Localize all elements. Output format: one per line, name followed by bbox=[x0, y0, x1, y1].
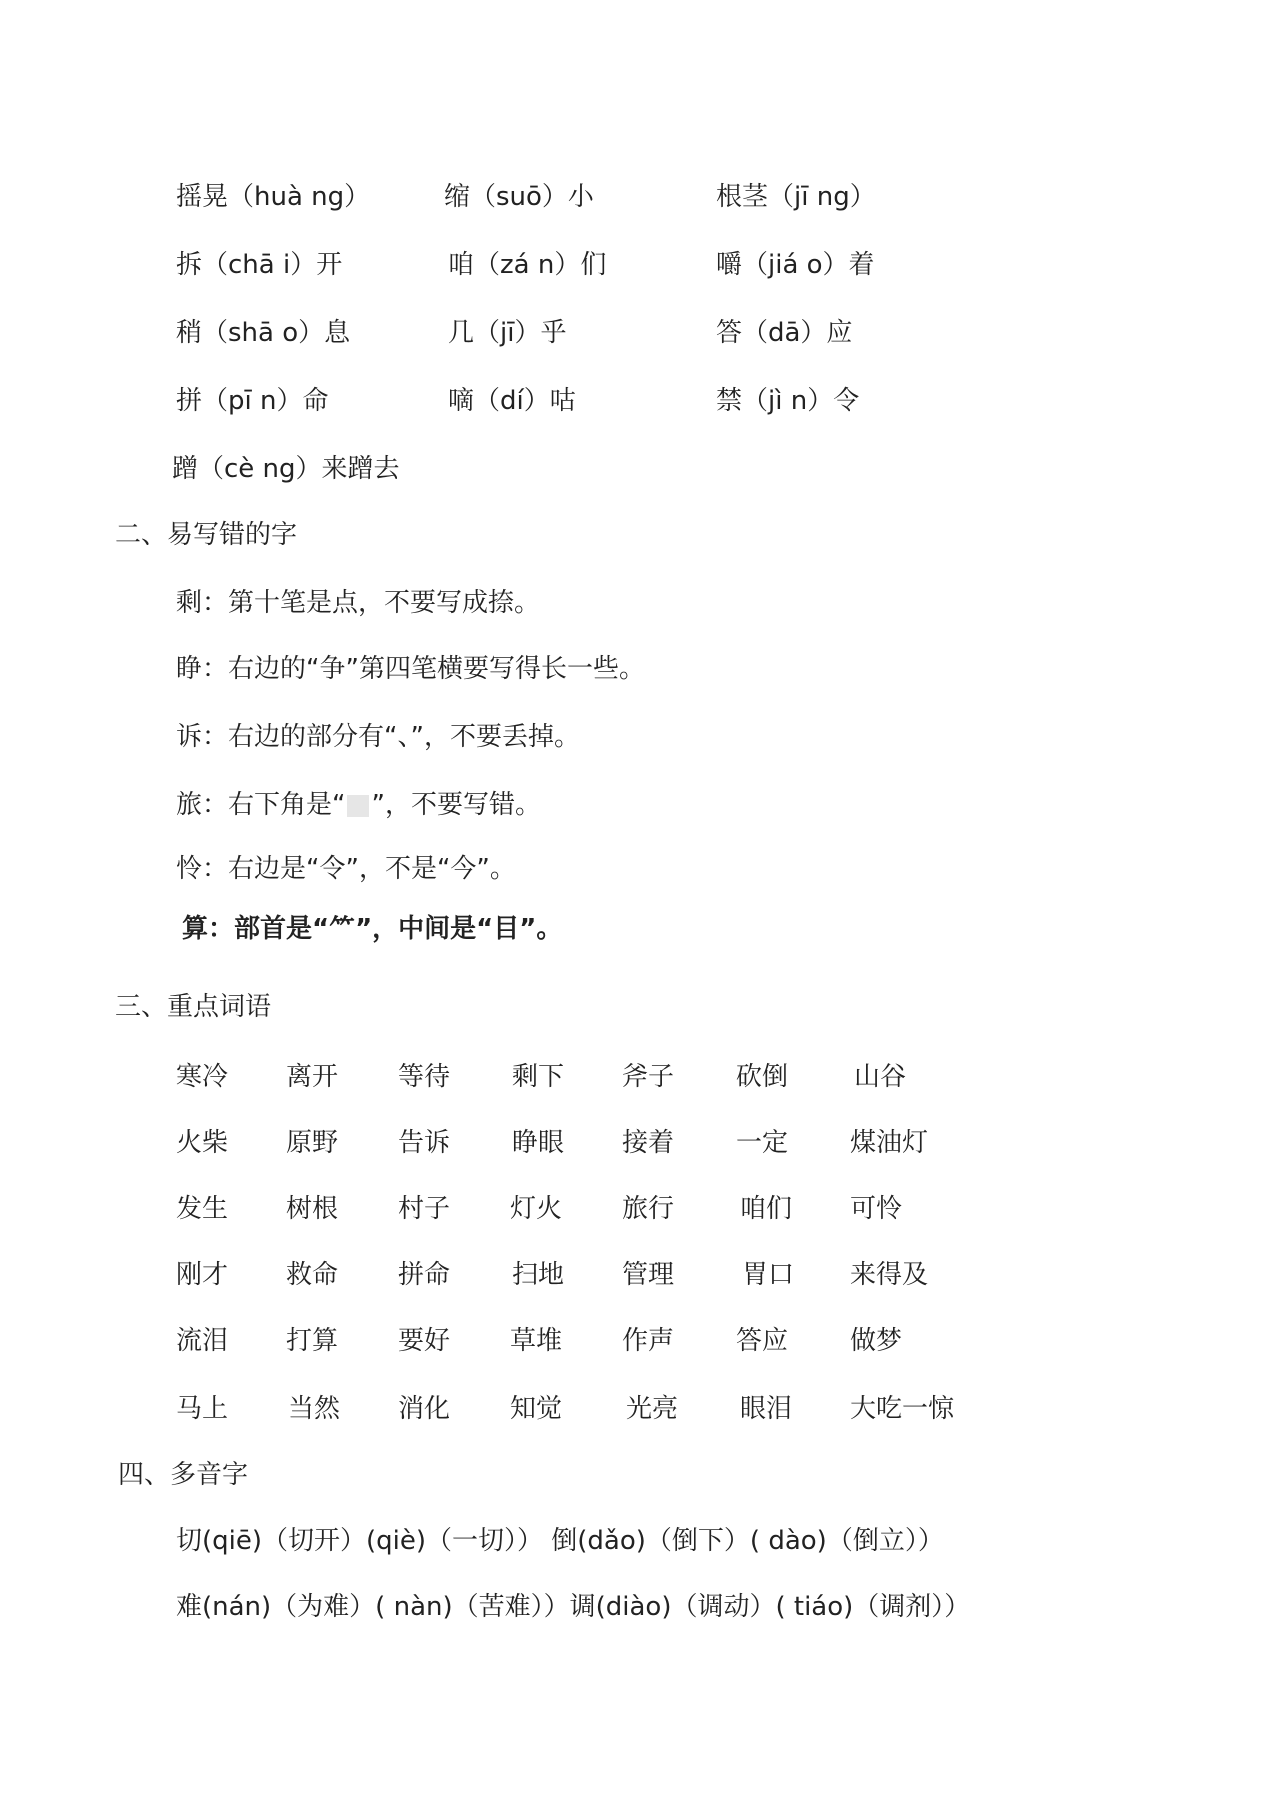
pinyin-item: 缩（suō）小 bbox=[444, 182, 594, 212]
word-item: 剩下 bbox=[512, 1062, 565, 1092]
word-item: 发生 bbox=[176, 1194, 229, 1224]
word-item: 咱们 bbox=[740, 1194, 793, 1224]
word-item: 一定 bbox=[736, 1128, 789, 1158]
pinyin-item: 几（jī）乎 bbox=[448, 318, 567, 348]
word-row-1 bbox=[0, 1056, 1270, 1096]
word-item: 刚才 bbox=[176, 1260, 229, 1290]
note-line: 睁：右边的“争”第四笔横要写得长一些。 bbox=[176, 654, 645, 684]
word-item: 做梦 bbox=[850, 1326, 903, 1356]
word-item: 等待 bbox=[398, 1062, 451, 1092]
word-item: 知觉 bbox=[510, 1394, 563, 1424]
pinyin-row-5 bbox=[0, 448, 1270, 488]
word-item: 火柴 bbox=[176, 1128, 229, 1158]
pinyin-item: 答（dā）应 bbox=[716, 318, 853, 348]
pinyin-row-2 bbox=[0, 244, 1270, 284]
word-item: 树根 bbox=[286, 1194, 339, 1224]
word-item: 大吃一惊 bbox=[850, 1394, 955, 1424]
word-item: 救命 bbox=[286, 1260, 339, 1290]
pinyin-item: 嘀（dí）咕 bbox=[448, 386, 576, 416]
radical-glyph-icon bbox=[347, 795, 369, 817]
pinyin-row-3 bbox=[0, 312, 1270, 352]
word-row-4 bbox=[0, 1254, 1270, 1294]
word-item: 离开 bbox=[286, 1062, 339, 1092]
word-item: 可怜 bbox=[850, 1194, 903, 1224]
pinyin-item: 蹭（cè ng）来蹭去 bbox=[172, 454, 400, 484]
word-item: 光亮 bbox=[626, 1394, 679, 1424]
note-line: 诉：右边的部分有“、”，不要丢掉。 bbox=[176, 722, 580, 752]
pinyin-item: 拆（chā i）开 bbox=[176, 250, 343, 280]
note-line-bold: 算：部首是“⺮”，中间是“目”。 bbox=[182, 914, 563, 944]
word-item: 流泪 bbox=[176, 1326, 229, 1356]
pinyin-item: 嚼（jiá o）着 bbox=[716, 250, 875, 280]
word-item: 原野 bbox=[286, 1128, 339, 1158]
word-item: 要好 bbox=[398, 1326, 451, 1356]
pinyin-item: 根茎（jī ng） bbox=[716, 182, 876, 212]
word-item: 拼命 bbox=[398, 1260, 451, 1290]
word-item: 斧子 bbox=[622, 1062, 675, 1092]
note-line-travel bbox=[176, 784, 541, 821]
word-item: 村子 bbox=[398, 1194, 451, 1224]
note-line: 剩：第十笔是点，不要写成捺。 bbox=[176, 588, 541, 618]
word-item: 来得及 bbox=[850, 1260, 929, 1290]
word-row-3 bbox=[0, 1188, 1270, 1228]
pinyin-item: 稍（shā o）息 bbox=[176, 318, 351, 348]
word-item: 胃口 bbox=[742, 1260, 795, 1290]
polyphone-line-1: 切(qiē)（切开）(qiè)（一切）） 倒(dǎo)（倒下）( dào)（倒立）） bbox=[176, 1526, 944, 1556]
note-line-part: 旅：右下角是“ bbox=[176, 790, 346, 820]
word-item: 灯火 bbox=[510, 1194, 563, 1224]
word-item: 告诉 bbox=[398, 1128, 451, 1158]
section-2-title: 二、易写错的字 bbox=[115, 520, 298, 550]
word-item: 旅行 bbox=[622, 1194, 675, 1224]
word-item: 眼泪 bbox=[740, 1394, 793, 1424]
word-item: 扫地 bbox=[512, 1260, 565, 1290]
section-4-title: 四、多音字 bbox=[118, 1460, 249, 1490]
word-row-5 bbox=[0, 1320, 1270, 1360]
polyphone-line-2: 难(nán)（为难）( nàn)（苦难））调(diào)（调动）( tiáo)（调剂）） bbox=[176, 1592, 971, 1622]
word-item: 煤油灯 bbox=[850, 1128, 929, 1158]
word-row-2 bbox=[0, 1122, 1270, 1162]
word-item: 接着 bbox=[622, 1128, 675, 1158]
pinyin-item: 摇晃（huà ng） bbox=[176, 182, 371, 212]
note-line-part: ”，不要写错。 bbox=[371, 790, 541, 820]
word-item: 管理 bbox=[622, 1260, 675, 1290]
pinyin-item: 禁（jì n）令 bbox=[716, 386, 860, 416]
note-line: 怜：右边是“令”，不是“今”。 bbox=[176, 854, 516, 884]
pinyin-row-4 bbox=[0, 380, 1270, 420]
word-item: 作声 bbox=[622, 1326, 675, 1356]
word-row-6 bbox=[0, 1388, 1270, 1428]
word-item: 砍倒 bbox=[736, 1062, 789, 1092]
section-3-title: 三、重点词语 bbox=[115, 992, 272, 1022]
pinyin-row-1 bbox=[0, 176, 1270, 216]
word-item: 答应 bbox=[736, 1326, 789, 1356]
word-item: 山谷 bbox=[854, 1062, 907, 1092]
pinyin-item: 咱（zá n）们 bbox=[448, 250, 607, 280]
word-item: 消化 bbox=[398, 1394, 451, 1424]
word-item: 睁眼 bbox=[512, 1128, 565, 1158]
pinyin-item: 拼（pī n）命 bbox=[176, 386, 329, 416]
word-item: 打算 bbox=[286, 1326, 339, 1356]
word-item: 寒冷 bbox=[176, 1062, 229, 1092]
word-item: 当然 bbox=[288, 1394, 341, 1424]
word-item: 草堆 bbox=[510, 1326, 563, 1356]
word-item: 马上 bbox=[176, 1394, 229, 1424]
